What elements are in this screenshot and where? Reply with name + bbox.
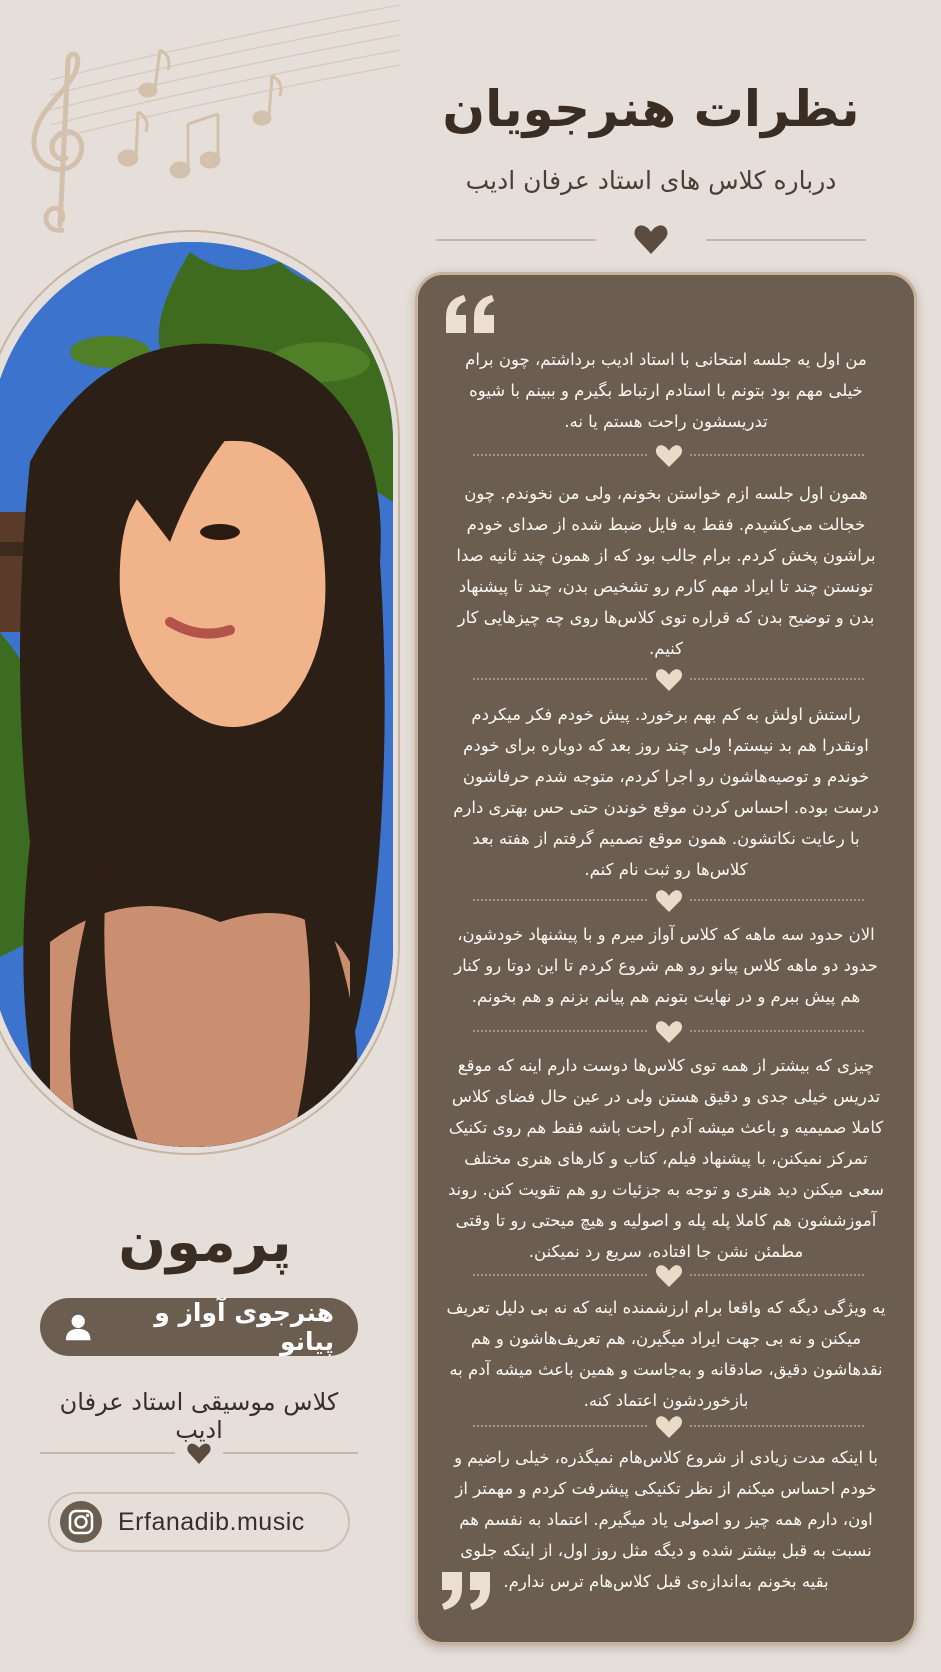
heart-icon: [656, 1416, 682, 1438]
class-description: کلاس موسیقی استاد عرفان ادیب: [59, 1388, 339, 1444]
left-divider: [40, 1438, 358, 1468]
heart-icon: [656, 669, 682, 691]
review-paragraph-6: یه ویژگی دیگه که واقعا برام ارزشمنده اینه که نه بی دلیل تعریف میکنن و نه بی جهت ایراد میگیرن، هم تعریف‌هاشون و هم نقدهاشون دقیق، صادقانه و به‌جاست و همین باعث میشه آدم به بازخوردشون اعتماد کنه.: [446, 1298, 886, 1410]
treble-clef-icon: [34, 54, 82, 230]
student-role-badge: [40, 1298, 358, 1356]
review-separator: [473, 885, 865, 915]
music-decoration: [10, 0, 410, 240]
review-paragraph-4: الان حدود سه ماهه که کلاس آواز میرم و با پیشنهاد خودشون، حدود دو ماهه کلاس پیانو رو هم شروع کردم تا این دوتا رو کنار هم پیش ببرم و در نهایت بتونم هم پیانم بزنم و هم بخونم.: [454, 925, 878, 1006]
reviews-card: [415, 272, 917, 1645]
review-separator: [473, 1411, 865, 1441]
heart-icon: [656, 1021, 682, 1043]
review-paragraph-7: با اینکه مدت زیادی از شروع کلاس‌هام نمیگذره، خیلی راضیم و خودم احساس میکنم از نظر تکنیکی پیشرفت کردم و مهمتر از اون، دارم همه چیز رو اصولی یاد میگیرم. اعتماد به نفسم هم نسبت به قبل بیشتر شده و دیگه مثل روز اول، از اینکه جلوی بقیه بخونم به‌اندازه‌ی قبل کلاس‌هام ترس ندارم.: [454, 1448, 878, 1591]
instagram-handle: Erfanadib.music: [118, 1507, 305, 1536]
review-paragraph-1: من اول یه جلسه امتحانی با استاد ادیب برداشتم، چون برام خیلی مهم بود بتونم با استادم ارتباط بگیرم و ببینم با شیوه تدریسشون راحت هستم یا نه.: [465, 350, 867, 431]
review-separator: [473, 1260, 865, 1290]
heart-icon: [656, 890, 682, 912]
review-paragraph-2: همون اول جلسه ازم خواستن بخونم، ولی من نخوندم. چون خجالت می‌کشیدم. فقط به فایل ضبط شده از صدای خودم براشون پخش کردم. برام جالب بود که از همون چند ثانیه صدا تونستن چند تا ایراد مهم کارم رو تشخیص بدن، چند تا پیشنهاد بدن و توضیح بدن که قراره توی کلاس‌ها روی چه چیزهایی کار کنیم.: [456, 484, 876, 658]
quote-close-icon: [438, 1570, 494, 1612]
instagram-icon: [60, 1501, 102, 1543]
page-header: [436, 80, 866, 195]
student-role-label: هنرجوی آواز و پیانو: [154, 1298, 334, 1356]
heart-icon: [187, 1444, 210, 1464]
review-paragraph-3: راستش اولش به کم بهم برخورد. پیش خودم فکر میکردم اونقدرا هم بد نیستم! ولی چند روز بعد که دوباره برای خودم خوندم و توصیه‌هاشون رو اجرا کردم، متوجه شدم حرفاشون درست بوده. احساس کردن موقع خوندن حتی حس بهتری دارم با رعایت نکاتشون. همون موقع تصمیم گرفتم از هفته بعد کلاس‌ها رو ثبت نام کنم.: [453, 705, 879, 879]
quote-open-icon: [442, 293, 498, 335]
page-subtitle: درباره کلاس های استاد عرفان ادیب: [465, 166, 837, 195]
review-separator: [473, 1016, 865, 1046]
student-name: پرمون: [118, 1210, 292, 1275]
review-paragraph-5: چیزی که بیشتر از همه توی کلاس‌ها دوست دارم اینه که موقع تدریس خیلی جدی و دقیق هستن ولی در عین حال فضای کلاس کاملا صمیمیه و باعث میشه آدم راحت باشه فقط هم روی تکنیک تمرکز نمیکنن، با پیشنهاد فیلم، کتاب و کارهای هنری مختلف سعی میکنن دید هنری و توجه به جزئیات رو هم تقویت کنن. روند آموزششون هم کاملا پله پله و اصولیه و هیچ میحتی رو تا وقتی مطمئن نشن جا افتاده، سریع رد نمیکنن.: [448, 1056, 884, 1261]
heart-icon: [656, 1265, 682, 1287]
heart-icon: [635, 225, 668, 254]
review-separator: [473, 664, 865, 694]
instagram-link[interactable]: [48, 1492, 350, 1552]
heart-icon: [656, 445, 682, 467]
user-icon: [64, 1312, 92, 1342]
music-notes-icon: [119, 50, 281, 177]
page-title: نظرات هنرجویان: [442, 80, 860, 138]
header-divider: [436, 220, 866, 260]
student-photo: [0, 242, 393, 1147]
review-separator: [473, 440, 865, 470]
